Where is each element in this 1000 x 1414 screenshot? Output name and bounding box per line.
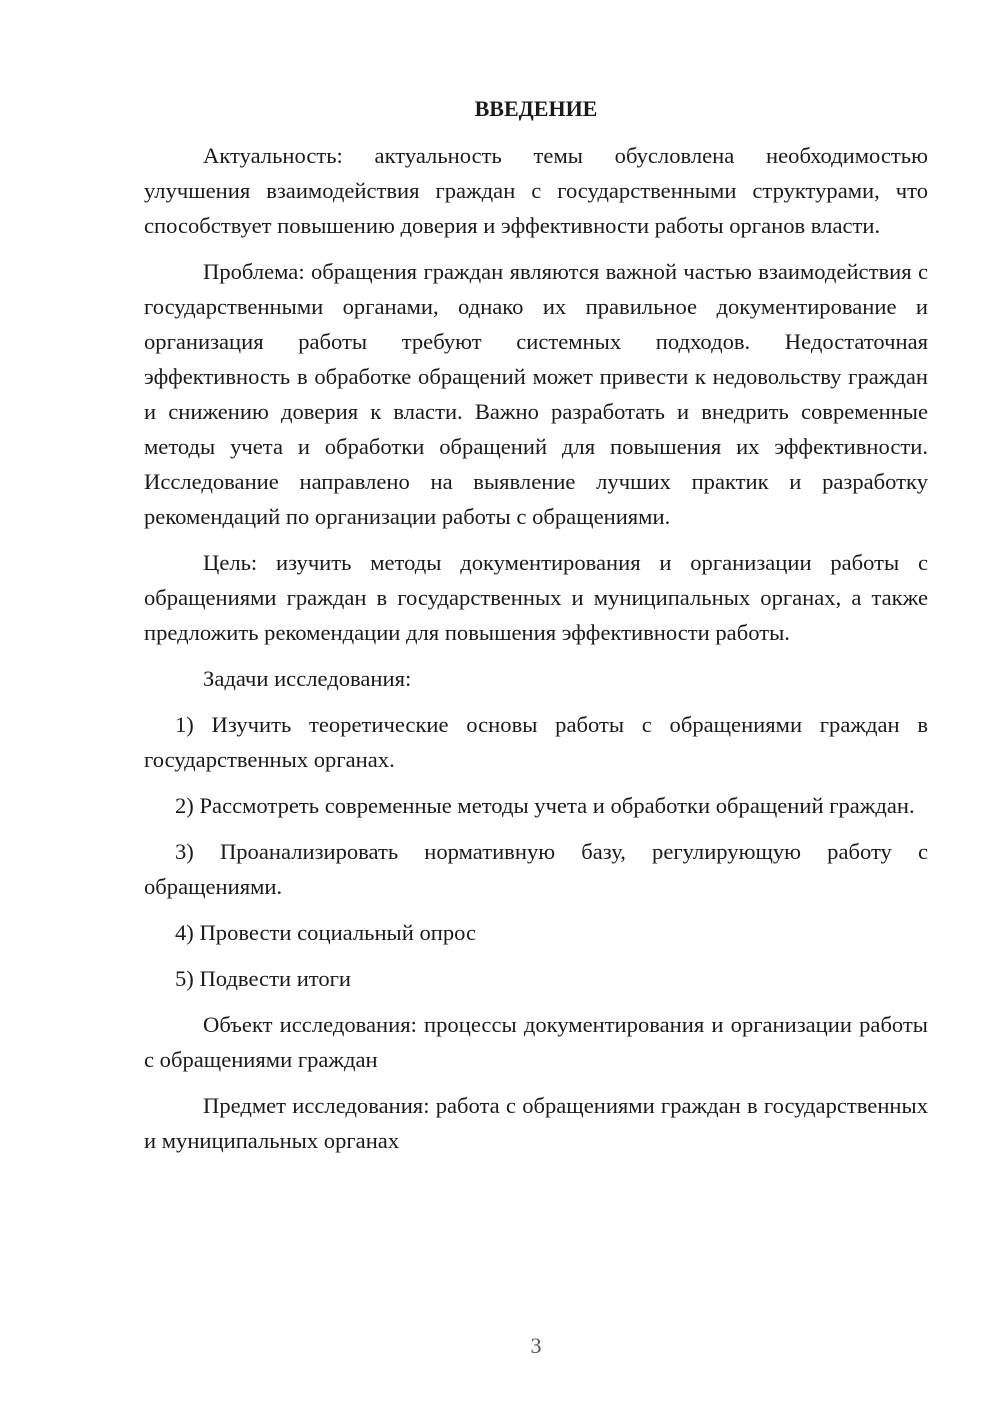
page-title: ВВЕДЕНИЕ (474, 96, 598, 121)
paragraph-relevance: Актуальность: актуальность темы обусловлена необходимостью улучшения взаимодействия граждан с государственными структурами, что способствует повышению доверия и эффективности работы органов власти. (144, 143, 928, 238)
tasks-heading: Задачи исследования: (203, 666, 412, 691)
task-item-2: 2) Рассмотреть современные методы учета и обработки обращений граждан. (175, 793, 915, 818)
task-item-3: 3) Проанализировать нормативную базу, регулирующую работу с обращениями. (144, 839, 928, 899)
task-item-4: 4) Провести социальный опрос (175, 920, 477, 945)
paragraph-goal: Цель: изучить методы документирования и организации работы с обращениями граждан в государственных и муниципальных органах, а также предложить рекомендации для повышения эффективности работы. (144, 550, 928, 645)
page-number: 3 (530, 1333, 542, 1358)
page-content (144, 94, 928, 1169)
paragraph-problem: Проблема: обращения граждан являются важной частью взаимодействия с государственными органами, однако их правильное документирование и организация работы требуют системных подходов. Недостаточная эффективность в обработке обращений может привести к недовольству граждан и снижению доверия к власти. Важно разработать и внедрить современные методы учета и обработки обращений для повышения их эффективности. Исследование направлено на выявление лучших практик и разработку рекомендаций по организации работы с обращениями. (144, 259, 928, 529)
paragraph-subject: Предмет исследования: работа с обращениями граждан в государственных и муниципальных органах (144, 1093, 928, 1153)
task-item-1: 1) Изучить теоретические основы работы с обращениями граждан в государственных органах. (144, 712, 928, 772)
paragraph-object: Объект исследования: процессы документирования и организации работы с обращениями граждан (144, 1012, 928, 1072)
task-item-5: 5) Подвести итоги (175, 966, 352, 991)
